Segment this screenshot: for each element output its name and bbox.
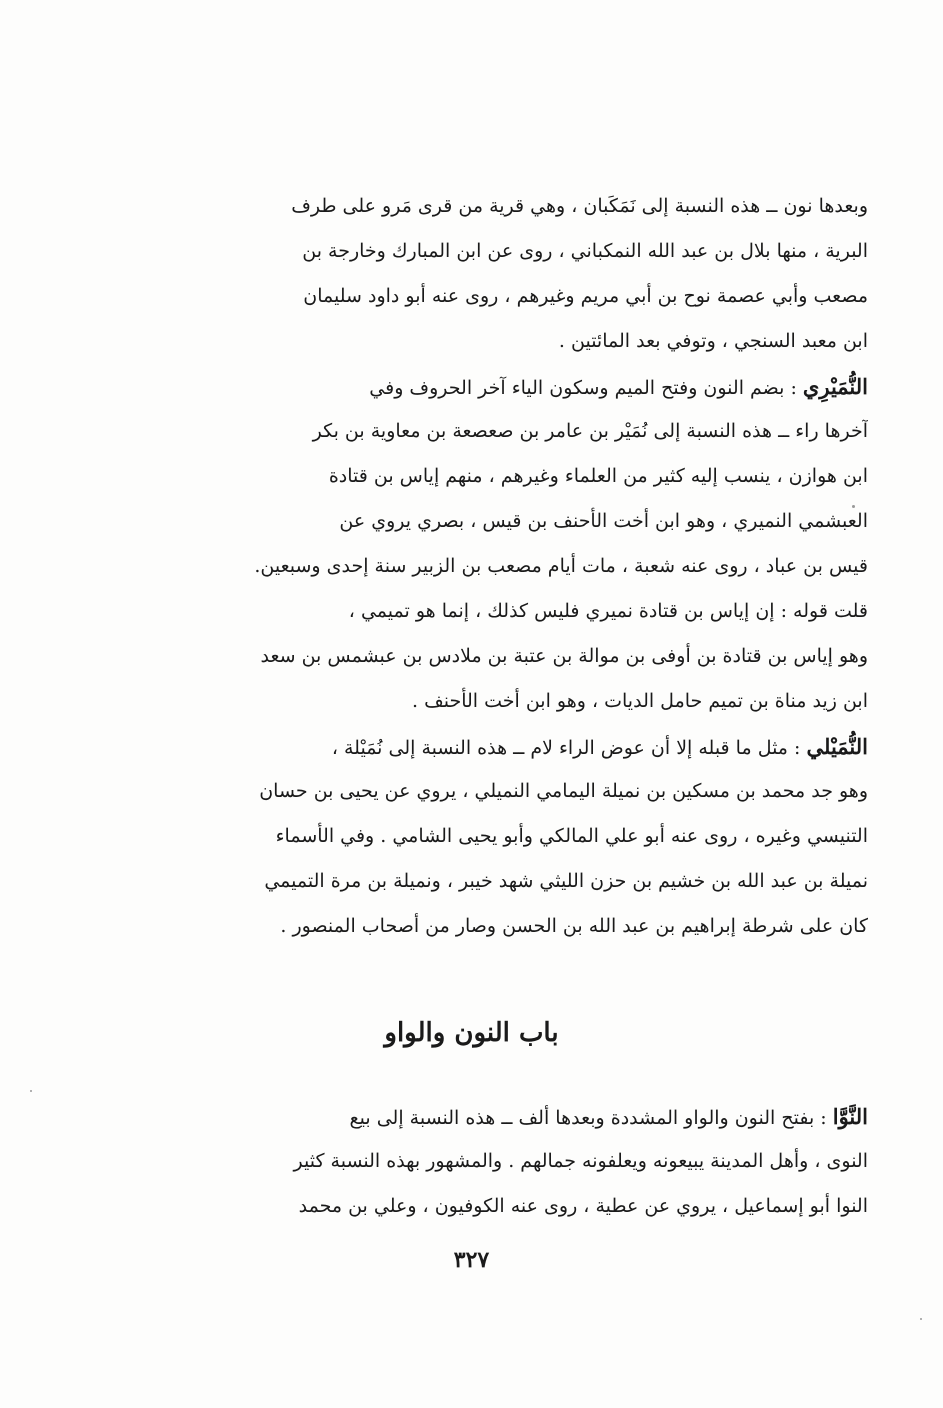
- text-line: ابن معبد السنجي ، وتوفي بعد المائتين .: [558, 330, 868, 352]
- section-title: باب النون والواو: [384, 1018, 559, 1048]
- entry-heading-numayli: النُّمَيْلي: [806, 734, 868, 759]
- entry-heading-nawwa: النَّوَّا: [832, 1104, 868, 1129]
- text-line: آخرها راء ــ هذه النسبة إلى نُمَيْر بن عامر بن صعصعة بن معاوية بن بكر: [312, 420, 868, 442]
- entry-text: : بضم النون وفتح الميم وسكون الياء آخر الحروف وفي: [369, 377, 797, 399]
- text-line: ابن زيد مناة بن تميم حامل الديات ، وهو ابن أخت الأحنف .: [412, 690, 868, 712]
- paper-speck: [852, 505, 855, 508]
- page-number: ٣٢٧: [453, 1247, 490, 1273]
- text-line: العبشمي النميري ، وهو ابن أخت الأحنف بن قيس ، بصري يروي عن: [339, 510, 868, 532]
- text-line: التنيسي وغيره ، روى عنه أبو علي المالكي وأبو يحيى الشامي . وفي الأسماء: [275, 825, 868, 847]
- text-line: وبعدها نون ــ هذه النسبة إلى نَمَكَبان ، وهي قرية من قرى مَرو على طرف: [291, 195, 868, 217]
- section-text: [78, 1094, 868, 1229]
- text-line: البرية ، منها بلال بن عبد الله النمكباني ، روى عن ابن المبارك وخارجة بن: [302, 240, 868, 262]
- entry-text: : مثل ما قبله إلا أن عوض الراء لام ــ هذه النسبة إلى نُمَيْلة ،: [331, 737, 801, 759]
- entry-first-line: [78, 724, 868, 769]
- entry-text: : بفتح النون والواو المشددة وبعدها ألف ــ هذه النسبة إلى بيع: [349, 1107, 827, 1129]
- text-line: وهو جد محمد بن مسكين بن نميلة اليمامي النميلي ، يروي عن يحيى بن حسان: [259, 780, 868, 802]
- main-text: [78, 184, 868, 949]
- entry-first-line: [78, 1094, 868, 1139]
- text-line: وهو إياس بن قتادة بن أوفى بن موالة بن عتبة بن ملادس بن عبشمس بن سعد: [260, 645, 868, 667]
- entry-heading-numayri: النُّمَيْرِي: [802, 374, 868, 399]
- text-line: النوا أبو إسماعيل ، يروي عن عطية ، روى عنه الكوفيون ، وعلي بن محمد: [298, 1195, 868, 1217]
- text-line: النوى ، وأهل المدينة يبيعونه ويعلفونه جمالهم . والمشهور بهذه النسبة كثير: [293, 1150, 868, 1172]
- text-line: ابن هوازن ، ينسب إليه كثير من العلماء وغيرهم ، منهم إياس بن قتادة: [328, 465, 868, 487]
- text-line: كان على شرطة إبراهيم بن عبد الله بن الحسن وصار من أصحاب المنصور .: [280, 915, 868, 937]
- paper-speck: [30, 1090, 32, 1092]
- text-line: مصعب وأبي عصمة نوح بن أبي مريم وغيرهم ، روى عنه أبو داود سليمان: [303, 285, 868, 307]
- entry-first-line: [78, 364, 868, 409]
- text-line: قلت قوله : إن إياس بن قتادة نميري فليس كذلك ، إنما هو تميمي ،: [348, 600, 868, 622]
- text-line: نميلة بن عبد الله بن خشيم بن حزن الليثي شهد خيبر ، ونميلة بن مرة التميمي: [264, 870, 868, 892]
- text-line: قيس بن عباد ، روى عنه شعبة ، مات أيام مصعب بن الزبير سنة إحدى وسبعين.: [254, 555, 868, 577]
- paper-speck: [920, 1318, 922, 1320]
